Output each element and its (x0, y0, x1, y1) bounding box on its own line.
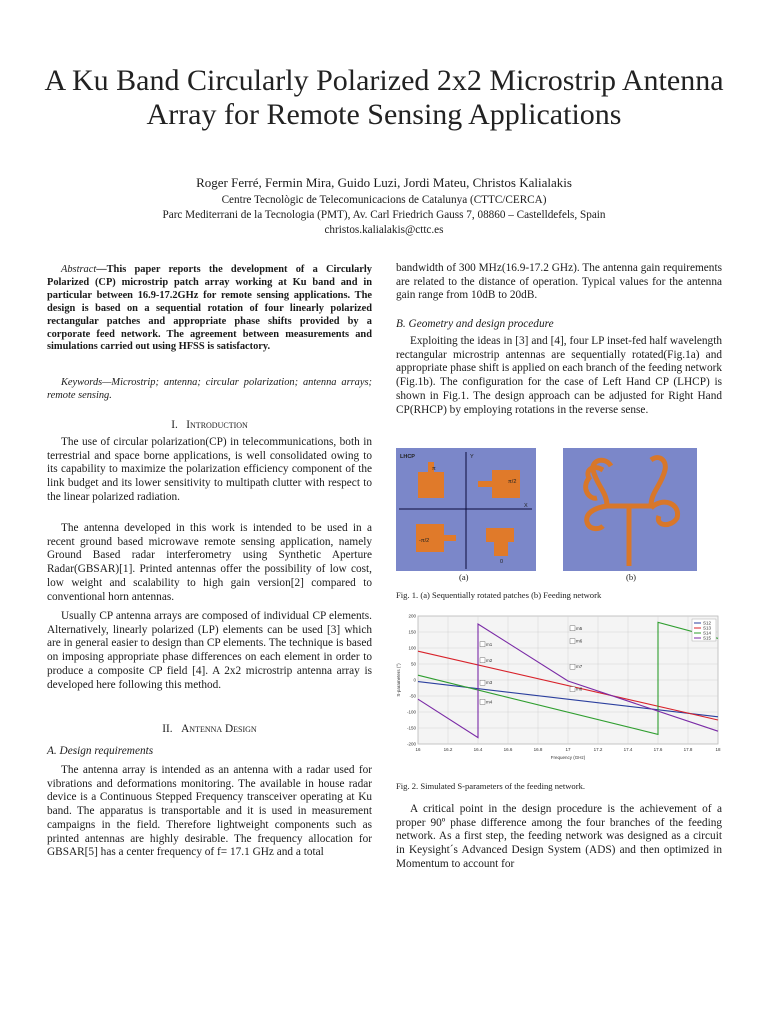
intro-p3-text: Usually CP antenna arrays are composed of individual CP elements. Alternatively, linearly polarized (LP) elements can be used [3] which are in general easier to design than CP elements. The technique is based on imposing appropriate phase differences on each element in order to produce a composite CP field [4]. A 2x2 microstrip antenna array is developed here following this method. (47, 610, 372, 691)
y-tick-label: -150 (406, 725, 416, 731)
y-tick-label: -100 (406, 709, 416, 715)
geometry-p2-text: A critical point in the design procedure is the achievement of a proper 90º phase difference among the four branches of the feeding network. As a first step, the feeding network was designed as a circuit in Keysight´s Advanced Design System (ADS) and then optimized in Momentum to account for (396, 803, 722, 870)
marker-label: m1 (486, 641, 493, 647)
x-tick-label: 16.2 (443, 747, 453, 752)
subsection-design-requirements: A. Design requirements (47, 745, 154, 757)
y-tick-label: 0 (413, 677, 416, 683)
legend-label-s12: S12 (703, 620, 712, 626)
y-tick-label: 50 (410, 661, 416, 667)
abstract-text: —This paper reports the development of a Circularly Polarized (CP) microstrip patch array working at Ku band and in particular between 16.9-17.2GHz for remote sensing applications. The design is based on a sequential rotation of four linearly polarized rectangular patches and appropriate phase shifts provided by a corporate feed network. The agreement between measurements and simulations carried out using HFSS is satisfactory. (47, 264, 372, 353)
marker-box (480, 680, 485, 685)
intro-paragraph-3 (47, 610, 372, 692)
abstract (47, 264, 372, 354)
x-tick-label: 18 (715, 747, 721, 752)
phase-label-mpi2: -π/2 (419, 538, 430, 544)
y-tick-label: 150 (408, 629, 416, 635)
intro-p2-text: The antenna developed in this work is intended to be used in a recent ground based microwave remote sensing application, namely Ground Based radar interferometry using Synthetic Aperture Radar(GBSAR)[1]. Printed antennas offer the possibility of low cost, low weight and scalability to high gain version[2] compared to conventional horn antennas. (47, 522, 372, 603)
affiliation-2: Parc Mediterrani de la Tecnologia (PMT), Av. Carl Friedrich Gauss 7, 08860 – Castelldefels, Spain (162, 209, 606, 221)
marker-box (480, 699, 485, 704)
section-number: I. (171, 419, 178, 431)
y-tick-label: -200 (406, 741, 416, 747)
marker-box (480, 642, 485, 647)
x-tick-label: 16.6 (503, 747, 513, 752)
authors: Roger Ferré, Fermin Mira, Guido Luzi, Jordi Mateu, Christos Kalialakis (196, 175, 572, 190)
marker-box (480, 658, 485, 663)
x-tick-label: 16 (415, 747, 421, 752)
marker-label: m5 (576, 625, 583, 631)
section-title: Antenna Design (181, 723, 257, 735)
figure-2-caption: Fig. 2. Simulated S-parameters of the feeding network. (396, 781, 586, 791)
x-tick-label: 17.4 (623, 747, 633, 752)
geometry-paragraph-1 (396, 335, 722, 417)
figure-1a-label: (a) (459, 572, 469, 582)
x-tick-label: 17 (565, 747, 571, 752)
design-req-text: The antenna array is intended as an antenna with a radar used for vibrations and deformations monitoring. The available in house radar device is a Continuous Stepped Frequency transceiver operating at Ku band. The apparatus is transportable and it is used in measurement campaigns in the field. Therefore lightweight components such as printed antennas are highly desirable. The frequency allocation for GBSAR[5] has a center frequency of f= 17.1 GHz and a total (47, 764, 372, 859)
keywords-text: Keywords—Microstrip; antenna; circular polarization; antenna arrays; remote sensing. (47, 377, 372, 401)
x-axis-label: Frequency (GHz) (550, 755, 586, 760)
section-number: II. (162, 723, 173, 735)
marker-label: m3 (486, 680, 493, 686)
figure-1-caption: Fig. 1. (a) Sequentially rotated patches (b) Feeding network (396, 590, 602, 600)
phase-label-pi2: π/2 (508, 479, 517, 485)
geometry-paragraph-2 (396, 803, 722, 872)
intro-paragraph-2 (47, 522, 372, 604)
marker-label: m8 (576, 686, 583, 692)
figure-2-chart (394, 610, 728, 770)
y-tick-label: -50 (409, 693, 416, 699)
y-tick-label: 200 (408, 613, 416, 619)
subsection-geometry: B. Geometry and design procedure (396, 318, 554, 330)
geometry-p1-text: Exploiting the ideas in [3] and [4], four LP inset-fed half wavelength rectangular microstrip antennas are sequentially rotated(Fig.1a) and appropriate phase shift is applied on each branch of the feeding network (Fig.1b). The configuration for the case of Left Hand CP (LHCP) is shown in Fig.1. The design approach can be adjusted for Right Hand CP(RHCP) by employing rotations in the reverse sense. (396, 335, 722, 416)
phase-label-zero: 0 (500, 559, 504, 565)
phase-label-pi: π (432, 466, 436, 472)
marker-box (570, 664, 575, 669)
x-tick-label: 17.8 (683, 747, 693, 752)
affiliation-1: Centre Tecnològic de Telecomunicacions de Catalunya (CTTC/CERCA) (221, 194, 547, 206)
x-tick-label: 17.6 (653, 747, 663, 752)
right-p1-text: bandwidth of 300 MHz(16.9-17.2 GHz). The antenna gain requirements are related to the distance of operation. Typical values for the antenna gain range from 10dB to 20dB. (396, 262, 722, 302)
y-label: Y (470, 454, 474, 460)
section-title: Introduction (186, 419, 248, 431)
marker-label: m2 (486, 657, 493, 663)
design-req-paragraph (47, 764, 372, 860)
abstract-label: Abstract (61, 264, 97, 275)
x-label: X (524, 503, 528, 509)
marker-box (570, 626, 575, 631)
marker-label: m6 (576, 638, 583, 644)
x-tick-label: 17.2 (593, 747, 603, 752)
y-tick-label: 100 (408, 645, 416, 651)
paper-title: A Ku Band Circularly Polarized 2x2 Microstrip Antenna Array for Remote Sensing Applications (44, 64, 724, 131)
legend-label-s15: S15 (703, 635, 712, 641)
marker-label: m4 (486, 699, 493, 705)
marker-box (570, 639, 575, 644)
y-axis-label: S-parameters (°) (396, 663, 401, 697)
x-tick-label: 16.8 (533, 747, 543, 752)
marker-box (570, 687, 575, 692)
section-heading-antenna-design (47, 723, 372, 735)
legend-label-s13: S13 (703, 625, 712, 631)
legend-label-s14: S14 (703, 630, 712, 636)
intro-paragraph-1 (47, 436, 372, 505)
marker-label: m7 (576, 664, 583, 670)
figure-1a-patches (396, 448, 536, 571)
intro-p1-text: The use of circular polarization(CP) in telecommunications, both in terrestrial and space borne applications, is well consolidated owing to its capability to maximize the polarization efficiency component of the link budget and its lower sensitivity to multipath clutter with respect to the linear polarized radiation. (47, 436, 372, 503)
keywords (47, 377, 372, 403)
figure-1b-feed-network (563, 448, 697, 571)
section-heading-introduction (47, 419, 372, 431)
figure-1b-label: (b) (626, 572, 637, 582)
x-tick-label: 16.4 (473, 747, 483, 752)
right-paragraph-1 (396, 262, 722, 303)
lhcp-label: LHCP (400, 454, 415, 460)
email: christos.kalialakis@cttc.es (324, 224, 444, 236)
